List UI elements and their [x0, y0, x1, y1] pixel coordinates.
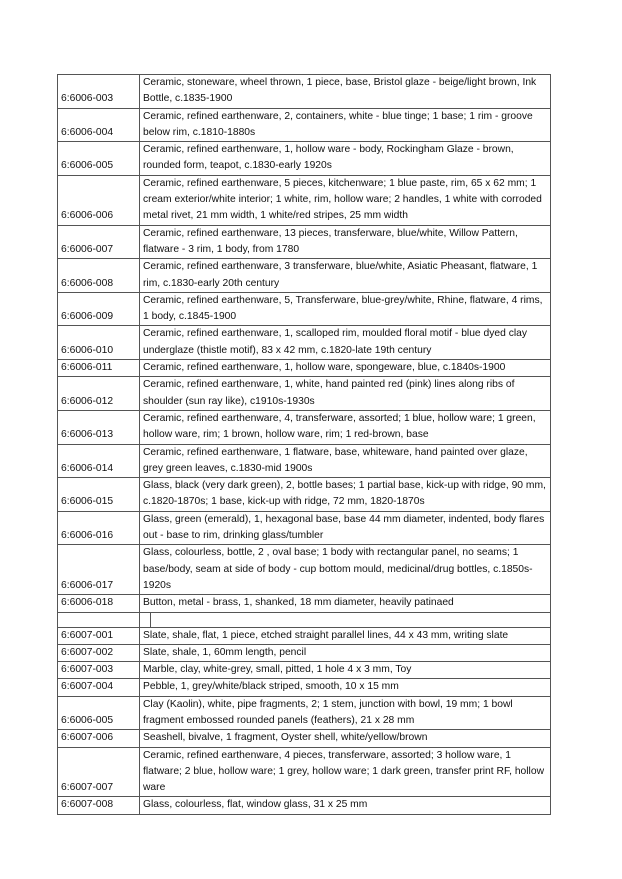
catalog-description: Ceramic, refined earthenware, 2, containers, white - blue tinge; 1 base; 1 rim - groove below rim, c.1810-1880s: [140, 108, 551, 142]
catalog-description: Glass, colourless, flat, window glass, 31 x 25 mm: [140, 797, 551, 814]
table-row: [58, 545, 551, 595]
table-row: [58, 644, 551, 661]
table-row: [58, 292, 551, 326]
catalog-code: 6:6007-007: [58, 747, 140, 797]
catalog-description: Pebble, 1, grey/white/black striped, smooth, 10 x 15 mm: [140, 679, 551, 696]
catalog-description: Glass, black (very dark green), 2, bottle bases; 1 partial base, kick-up with ridge, 90 mm, c.1820-1870s; 1 base, kick-up with ridge, 72 mm, 1820-1870s: [140, 478, 551, 512]
table-row: [58, 730, 551, 747]
empty-cell: [140, 612, 151, 627]
table-row: [58, 377, 551, 411]
table-row: [58, 259, 551, 293]
table-row: [58, 360, 551, 377]
catalog-description: Slate, shale, 1, 60mm length, pencil: [140, 644, 551, 661]
table-row: [58, 326, 551, 360]
catalog-description: Ceramic, refined earthenware, 13 pieces, transferware, blue/white, Willow Pattern, flatware - 3 rim, 1 body, from 1780: [140, 225, 551, 259]
catalog-description: Ceramic, refined earthenware, 1, hollow ware - body, Rockingham Glaze - brown, rounded form, teapot, c.1830-early 1920s: [140, 142, 551, 176]
table-row: [58, 679, 551, 696]
table-row: [58, 175, 551, 225]
catalog-description: Slate, shale, flat, 1 piece, etched straight parallel lines, 44 x 43 mm, writing slate: [140, 627, 551, 644]
table-row: [58, 478, 551, 512]
table-row: [58, 225, 551, 259]
catalog-description: Button, metal - brass, 1, shanked, 18 mm diameter, heavily patinaed: [140, 595, 551, 612]
table-row: [58, 511, 551, 545]
table-row: [58, 142, 551, 176]
catalog-code: 6:6006-007: [58, 225, 140, 259]
catalog-code: 6:6006-005: [58, 696, 140, 730]
catalog-description: Ceramic, refined earthenware, 1 flatware, base, whiteware, hand painted over glaze, grey green leaves, c.1830-mid 1900s: [140, 444, 551, 478]
catalog-code: 6:6006-018: [58, 595, 140, 612]
catalog-description: Ceramic, refined earthenware, 1, white, hand painted red (pink) lines along ribs of shoulder (sun ray like), c1910s-1930s: [140, 377, 551, 411]
table-row: [58, 595, 551, 612]
catalog-code: 6:6006-015: [58, 478, 140, 512]
empty-row: [58, 612, 551, 627]
catalog-code: 6:6006-004: [58, 108, 140, 142]
catalog-code: 6:6006-006: [58, 175, 140, 225]
catalog-code: 6:6007-002: [58, 644, 140, 661]
catalog-description: Glass, green (emerald), 1, hexagonal base, base 44 mm diameter, indented, body flares out - base to rim, drinking glass/tumbler: [140, 511, 551, 545]
catalog-description: Ceramic, refined earthenware, 1, hollow ware, spongeware, blue, c.1840s-1900: [140, 360, 551, 377]
table-row: [58, 797, 551, 814]
catalog-description: Marble, clay, white-grey, small, pitted, 1 hole 4 x 3 mm, Toy: [140, 662, 551, 679]
catalog-code: 6:6006-009: [58, 292, 140, 326]
table-row: [58, 662, 551, 679]
table-row: [58, 410, 551, 444]
table-row: [58, 75, 551, 109]
catalog-description: Ceramic, refined earthenware, 3 transferware, blue/white, Asiatic Pheasant, flatware, 1 rim, c.1830-early 20th century: [140, 259, 551, 293]
catalog-code: 6:6006-008: [58, 259, 140, 293]
catalog-description: Ceramic, refined earthenware, 4, transferware, assorted; 1 blue, hollow ware; 1 green, hollow ware, rim; 1 brown, hollow ware, rim; 1 red-brown, base: [140, 410, 551, 444]
catalog-code: 6:6007-006: [58, 730, 140, 747]
catalog-code: 6:6006-012: [58, 377, 140, 411]
table-row: [58, 747, 551, 797]
catalog-code: 6:6006-003: [58, 75, 140, 109]
catalog-code: 6:6006-005: [58, 142, 140, 176]
table-row: [58, 627, 551, 644]
catalog-description: Clay (Kaolin), white, pipe fragments, 2; 1 stem, junction with bowl, 19 mm; 1 bowl fragment embossed rounded panels (feathers), 21 x 28 mm: [140, 696, 551, 730]
catalog-code: 6:6007-003: [58, 662, 140, 679]
catalog-code: 6:6006-011: [58, 360, 140, 377]
catalog-code: 6:6006-010: [58, 326, 140, 360]
catalog-code: 6:6007-001: [58, 627, 140, 644]
catalog-description: Seashell, bivalve, 1 fragment, Oyster shell, white/yellow/brown: [140, 730, 551, 747]
catalog-description: Glass, colourless, bottle, 2 , oval base; 1 body with rectangular panel, no seams; 1 base/body, seam at side of body - cup bottom mould, medicinal/drug bottles, c.1850s-1920s: [140, 545, 551, 595]
empty-cell: [58, 612, 140, 627]
table-row: [58, 696, 551, 730]
empty-cell: [151, 612, 551, 627]
catalog-table: [57, 74, 551, 815]
catalog-code: 6:6006-016: [58, 511, 140, 545]
catalog-code: 6:6006-017: [58, 545, 140, 595]
catalog-description: Ceramic, refined earthenware, 1, scalloped rim, moulded floral motif - blue dyed clay underglaze (thistle motif), 83 x 42 mm, c.1820-late 19th century: [140, 326, 551, 360]
catalog-code: 6:6006-014: [58, 444, 140, 478]
catalog-description: Ceramic, refined earthenware, 5 pieces, kitchenware; 1 blue paste, rim, 65 x 62 mm; 1 cream exterior/white interior; 1 white, rim, hollow ware; 2 handles, 1 white with corroded metal rivet, 21 mm width, 1 white/red stripes, 25 mm width: [140, 175, 551, 225]
catalog-description: Ceramic, refined earthenware, 4 pieces, transferware, assorted; 3 hollow ware, 1 flatware; 2 blue, hollow ware; 1 grey, hollow ware; 1 dark green, transfer print RF, hollow ware: [140, 747, 551, 797]
table-row: [58, 108, 551, 142]
catalog-description: Ceramic, refined earthenware, 5, Transferware, blue-grey/white, Rhine, flatware, 4 rims, 1 body, c.1845-1900: [140, 292, 551, 326]
catalog-code: 6:6006-013: [58, 410, 140, 444]
table-row: [58, 444, 551, 478]
catalog-description: Ceramic, stoneware, wheel thrown, 1 piece, base, Bristol glaze - beige/light brown, Ink Bottle, c.1835-1900: [140, 75, 551, 109]
catalog-code: 6:6007-008: [58, 797, 140, 814]
catalog-code: 6:6007-004: [58, 679, 140, 696]
